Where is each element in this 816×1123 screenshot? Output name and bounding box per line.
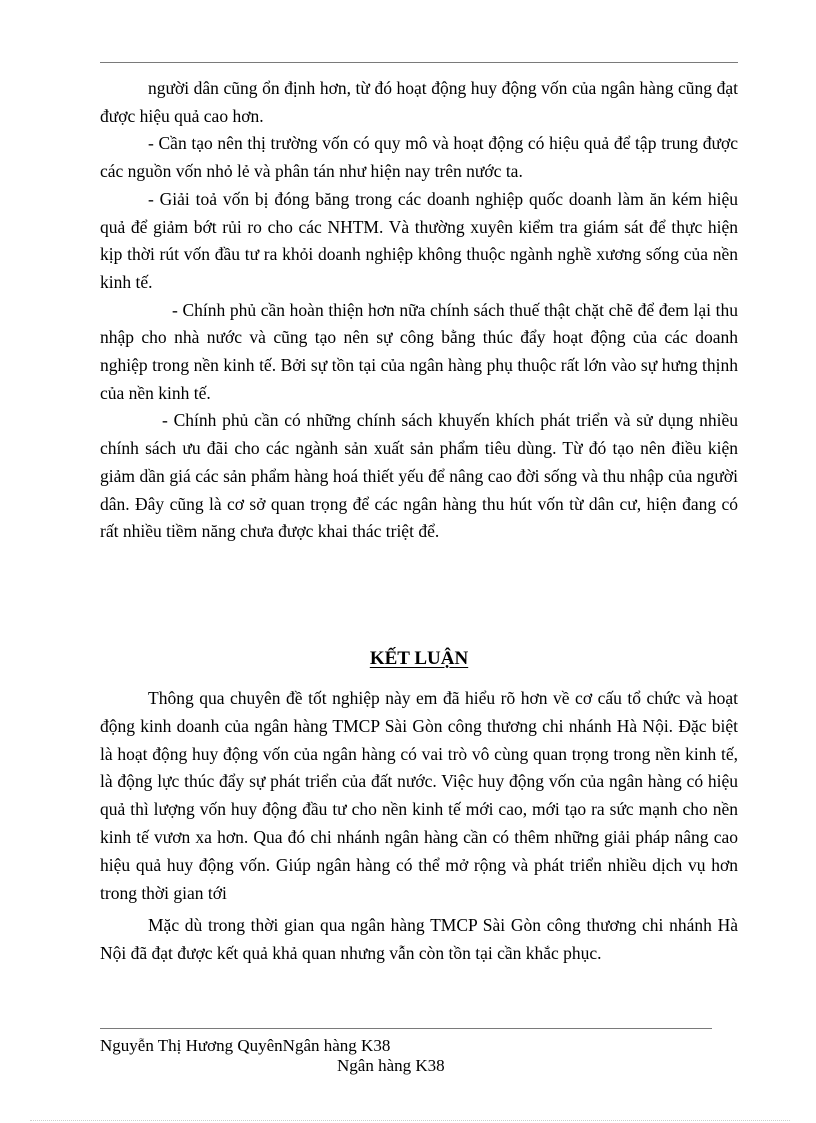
footer-author: Nguyễn Thị Hương QuyênNgân hàng K38 [100,1036,391,1055]
footer-divider [100,1028,712,1029]
body-paragraph-5: - Chính phủ cần có những chính sách khuyến khích phát triển và sử dụng nhiều chính sách ưu đãi cho các ngành sản xuất sản phẩm tiêu dùng. Từ đó tạo nên điều kiện giảm dần giá các sản phẩm hàng hoá thiết yếu để nâng cao đời sống và thu nhập của người dân. Đây cũng là cơ sở quan trọng để các ngân hàng thu hút vốn từ dân cư, hiện đang có rất nhiều tiềm năng chưa được khai thác triệt để. [100,410,738,542]
header-divider [100,62,738,63]
body-paragraph-3: - Giải toả vốn bị đóng băng trong các doanh nghiệp quốc doanh làm ăn kém hiệu quả để giảm bớt rủi ro cho các NHTM. Và thường xuyên kiểm tra giám sát để thực hiện kịp thời rút vốn đầu tư ra khỏi doanh nghiệp không thuộc ngành nghề xương sống của nền kinh tế. [100,188,738,292]
conclusion-paragraph-2: Mặc dù trong thời gian qua ngân hàng TMCP Sài Gòn công thương chi nhánh Hà Nội đã đạt được kết quả khả quan nhưng vẫn còn tồn tại cần khắc phục. [100,915,738,964]
conclusion-heading-text: KẾT LUẬN [369,648,469,669]
conclusion-paragraph-1: Thông qua chuyên đề tốt nghiệp này em đã hiểu rõ hơn về cơ cấu tổ chức và hoạt động kinh doanh của ngân hàng TMCP Sài Gòn công thương chi nhánh Hà Nội. Đặc biệt là hoạt động huy động vốn của ngân hàng có vai trò vô cùng quan trọng trong nền kinh tế, là động lực thúc đẩy sự phát triển của đất nước. Việc huy động vốn của ngân hàng có hiệu quả thì lượng vốn huy động đầu tư cho nền kinh tế mới cao, mới tạo ra sức mạnh cho nền kinh tế vươn xa hơn. Qua đó chi nhánh ngân hàng cần có thêm những giải pháp nâng cao hiệu quả huy động vốn. Giúp ngân hàng có thể mở rộng và phát triển nhiều dịch vụ hơn trong thời gian tới [100,688,738,903]
body-paragraph-4: - Chính phủ cần hoàn thiện hơn nữa chính sách thuế thật chặt chẽ để đem lại thu nhập cho nhà nước và cũng tạo nên sự công bằng thúc đẩy hoạt động của các doanh nghiệp trong nền kinh tế. Bởi sự tồn tại của ngân hàng phụ thuộc rất lớn vào sự hưng thịnh của nền kinh tế. [100,299,738,403]
page-edge [30,1120,790,1121]
body-section [100,75,738,546]
body-paragraph-1: người dân cũng ổn định hơn, từ đó hoạt động huy động vốn của ngân hàng cũng đạt được hiệu quả cao hơn. [100,78,738,126]
conclusion-heading [100,645,738,673]
conclusion-section [100,685,738,968]
footer-class: Ngân hàng K38 [337,1056,445,1075]
body-paragraph-2: - Cần tạo nên thị trường vốn có quy mô và hoạt động có hiệu quả để tập trung được các nguồn vốn nhỏ lẻ và phân tán như hiện nay trên nước ta. [100,133,738,182]
